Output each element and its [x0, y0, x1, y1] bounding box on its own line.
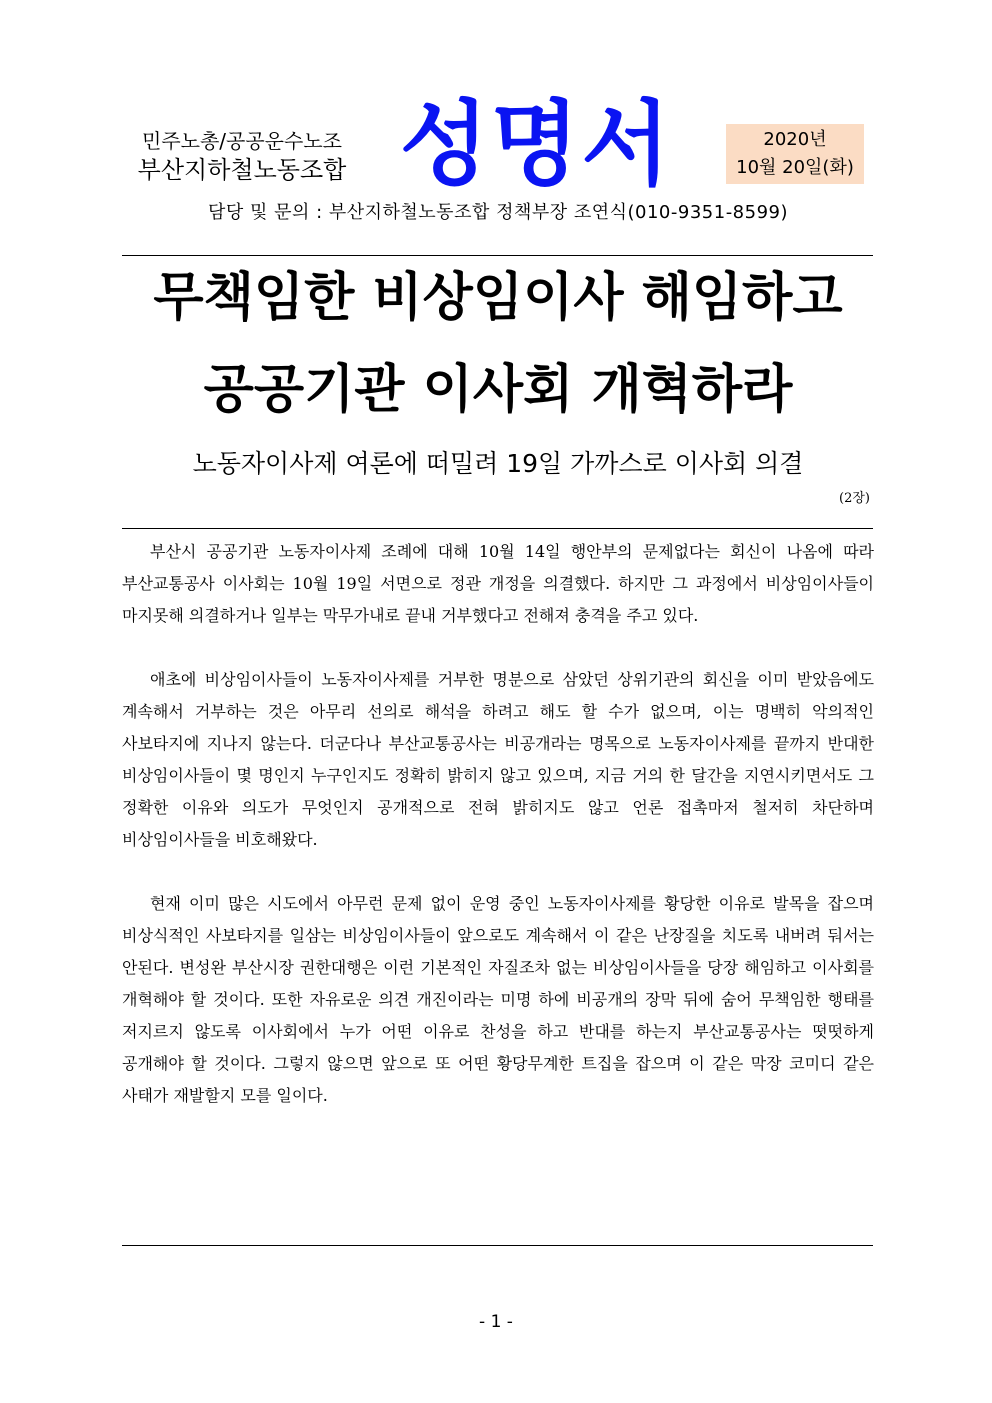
date-year: 2020년 — [763, 129, 827, 150]
page-number: - 1 - — [479, 1312, 513, 1332]
body-paragraph-2: 애초에 비상임이사들이 노동자이사제를 거부한 명분으로 삼았던 상위기관의 회신을 이미 받았음에도 계속해서 거부하는 것은 아무리 선의로 해석을 하려고 해도 할 수가 없으며, 이는 명백히 악의적인 사보타지에 지나지 않는다. 더군다나 부산교통공사는 비공개라는 명목으로 노동자이사제를 끝까지 반대한 비상임이사들이 몇 명인지 누구인지도 정확히 밝히지 않고 있으며, 지금 거의 한 달간을 지연시키면서도 그 정확한 이유와 의도가 무엇인지 공개적으로 전혀 밝히지도 않고 언론 접촉마저 철저히 차단하며 비상임이사들을 비호해왔다. — [122, 670, 874, 849]
contact-info: 담당 및 문의 : 부산지하철노동조합 정책부장 조연식(010-9351-8599) — [207, 202, 789, 223]
page-count-note: (2장) — [839, 491, 870, 506]
divider-top — [122, 255, 873, 256]
org-affiliation: 민주노총/공공운수노조 — [142, 129, 342, 153]
body-paragraph-3: 현재 이미 많은 시도에서 아무런 문제 없이 운영 중인 노동자이사제를 황당한 이유로 발목을 잡으며 비상식적인 사보타지를 일삼는 비상임이사들이 앞으로도 계속해서 이 같은 난장질을 치도록 내버려 둬서는 안된다. 변성완 부산시장 권한대행은 이런 기본적인 자질조차 없는 비상임이사들을 당장 해임하고 이사회를 개혁해야 할 것이다. 또한 자유로운 의견 개진이라는 미명 하에 비공개의 장막 뒤에 숨어 무책임한 행태를 저지르지 않도록 이사회에서 누가 어떤 이유로 찬성을 하고 반대를 하는지 부산교통공사는 떳떳하게 공개해야 할 것이다. 그렇지 않으면 앞으로 또 어떤 황당무계한 트집을 잡으며 이 같은 막장 코미디 같은 사태가 재발할지 모를 일이다. — [122, 894, 874, 1105]
date-day: 10월 20일(화) — [736, 157, 854, 178]
organization-name — [122, 128, 362, 186]
org-union-name: 부산지하철노동조합 — [137, 156, 347, 184]
date-box — [726, 124, 864, 184]
subtitle: 노동자이사제 여론에 떠밀려 19일 가까스로 이사회 의결 — [192, 449, 804, 478]
divider-middle — [122, 528, 873, 529]
headline-line-1: 무책임한 비상임이사 해임하고 — [153, 268, 843, 328]
headline-line-2: 공공기관 이사회 개혁하라 — [203, 360, 793, 420]
statement-body — [122, 536, 874, 1112]
divider-bottom — [122, 1245, 873, 1246]
body-paragraph-1: 부산시 공공기관 노동자이사제 조례에 대해 10월 14일 행안부의 문제없다는 회신이 나옴에 따라 부산교통공사 이사회는 10월 19일 서면으로 정관 개정을 의결했다. 하지만 그 과정에서 비상임이사들이 마지못해 의결하거나 일부는 막무가내로 끝내 거부했다고 전해져 충격을 주고 있다. — [122, 542, 874, 625]
document-title: 성명서 — [399, 91, 673, 198]
